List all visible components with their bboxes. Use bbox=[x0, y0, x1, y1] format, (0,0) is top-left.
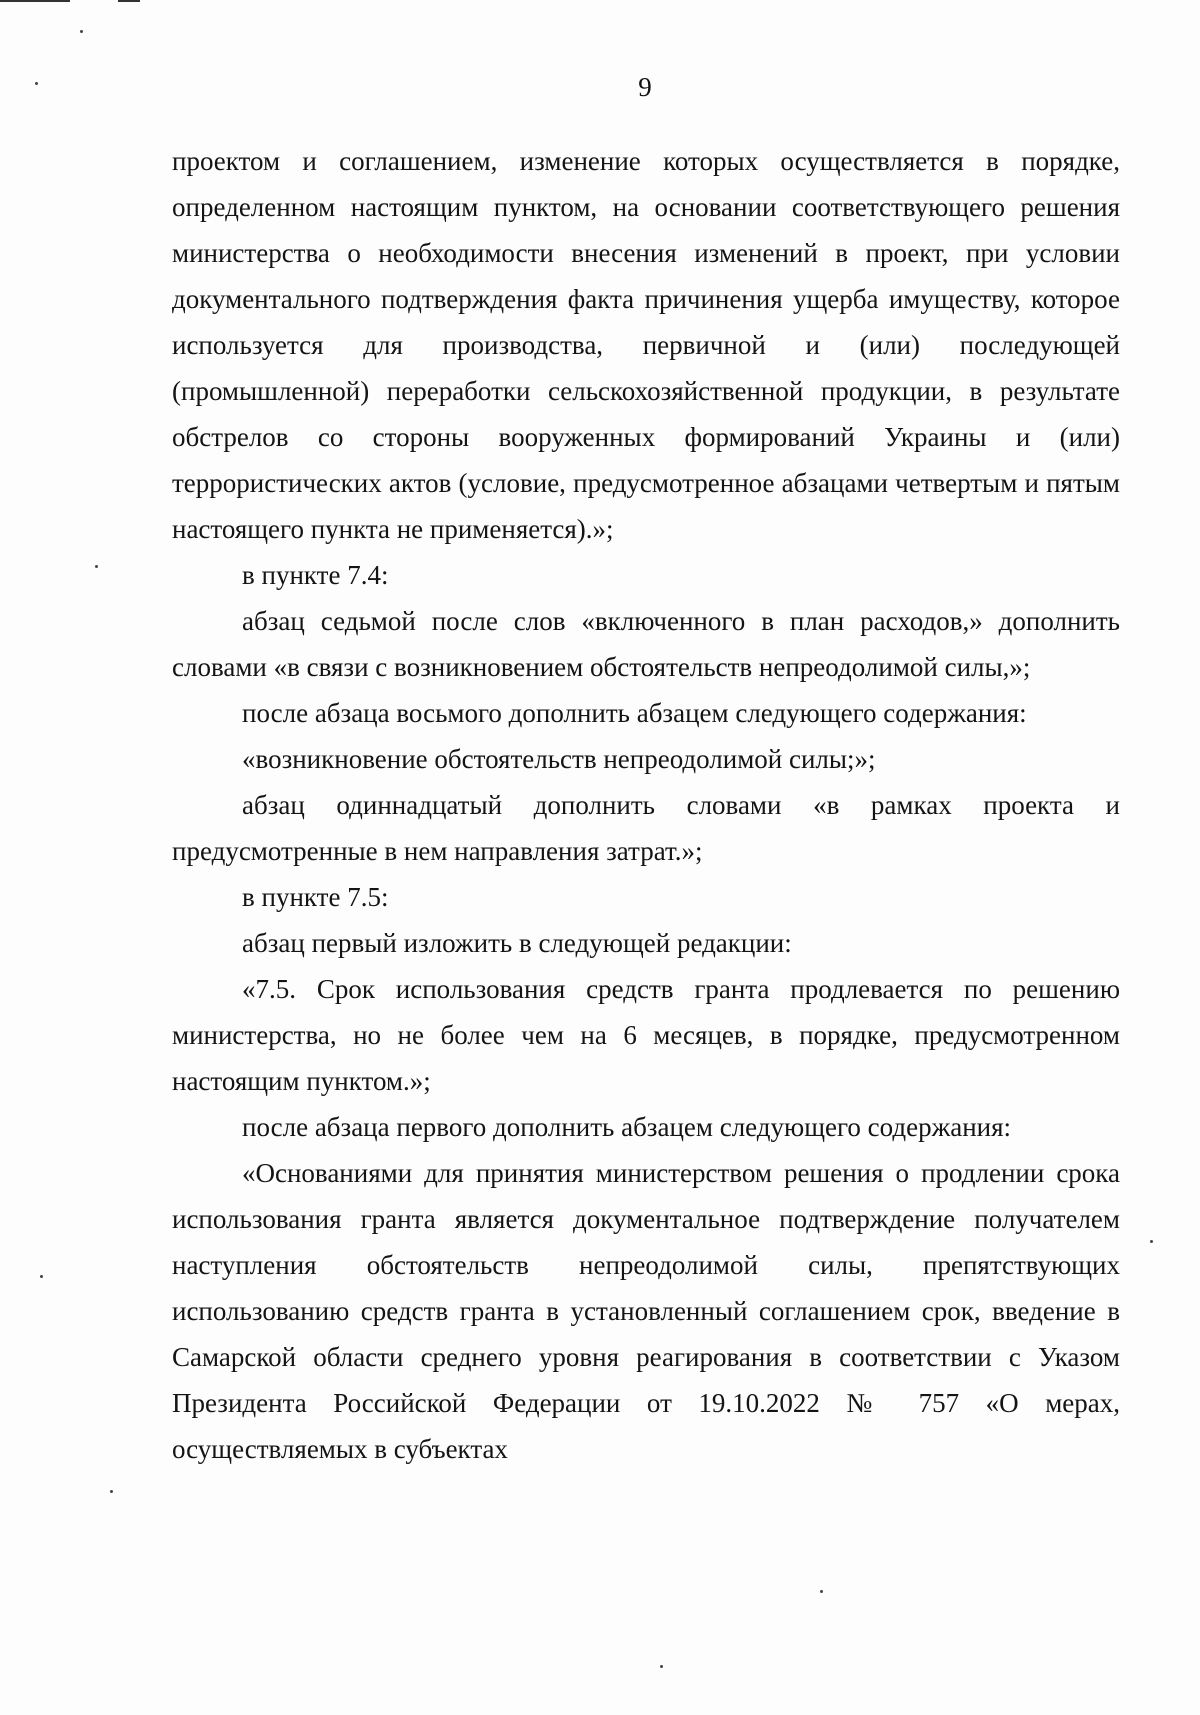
paragraph: в пункте 7.5: bbox=[242, 882, 389, 912]
scan-speck bbox=[820, 1590, 823, 1593]
paragraph: «7.5. Срок использования средств гранта продлевается по решению министерства, но не более чем на 6 месяцев, в порядке, предусмотренном настоящим пунктом.»; bbox=[172, 974, 1120, 1096]
scan-speck bbox=[110, 1490, 113, 1493]
paragraph: «Основаниями для принятия министерством решения о продлении срока использования гранта является документальное подтверждение получателем наступления обстоятельств непреодолимой силы, препятствующих использованию средств гранта в установленный соглашением срок, введение в Самарской области среднего уровня реагирования в соответствии с Указом Президента Российской Федерации от 19.10.2022 № 757 «О мерах, осуществляемых в субъектах bbox=[172, 1158, 1120, 1464]
paragraph: абзац одиннадцатый дополнить словами «в рамках проекта и предусмотренные в нем направления затрат.»; bbox=[172, 790, 1120, 866]
paragraph: абзац седьмой после слов «включенного в план расходов,» дополнить словами «в связи с возникновением обстоятельств непреодолимой силы,»; bbox=[172, 606, 1120, 682]
paragraph: проектом и соглашением, изменение которых осуществляется в порядке, определенном настоящим пунктом, на основании соответствующего решения министерства о необходимости внесения изменений в проект, при условии документального подтверждения факта причинения ущерба имуществу, которое используется для производства, первичной и (или) последующей (промышленной) переработки сельскохозяйственной продукции, в результате обстрелов со стороны вооруженных формирований Украины и (или) террористических актов (условие, предусмотренное абзацами четвертым и пятым настоящего пункта не применяется).»; bbox=[172, 146, 1120, 544]
scan-edge-mark bbox=[0, 0, 70, 2]
page-number: 9 bbox=[638, 72, 652, 102]
scan-speck bbox=[95, 565, 98, 568]
paragraph: в пункте 7.4: bbox=[242, 560, 389, 590]
paragraph: после абзаца восьмого дополнить абзацем следующего содержания: bbox=[242, 698, 1027, 728]
scan-speck bbox=[1150, 1240, 1153, 1243]
scan-edge-mark bbox=[118, 0, 140, 2]
paragraph: «возникновение обстоятельств непреодолимой силы;»; bbox=[242, 744, 876, 774]
scan-speck bbox=[40, 1275, 43, 1278]
paragraph: после абзаца первого дополнить абзацем следующего содержания: bbox=[242, 1112, 1012, 1142]
scan-speck bbox=[80, 30, 83, 33]
paragraph: абзац первый изложить в следующей редакции: bbox=[242, 928, 792, 958]
scan-speck bbox=[660, 1665, 663, 1668]
document-body bbox=[172, 138, 1120, 1472]
